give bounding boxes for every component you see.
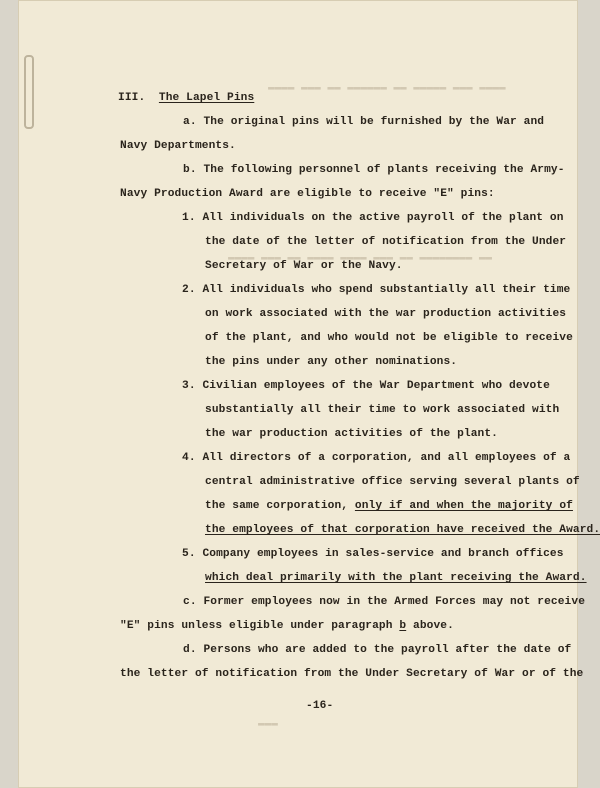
para-a-line-1: a. The original pins will be furnished by the War and <box>183 116 545 128</box>
para-b-line-2: Navy Production Award are eligible to receive "E" pins: <box>120 188 495 200</box>
staple-mark <box>24 55 34 129</box>
item-2-line-2: on work associated with the war production activities <box>205 308 567 320</box>
item-1-line-2: the date of the letter of notification from the Under <box>205 236 567 248</box>
item-5-line-1: 5. Company employees in sales-service and branch offices <box>182 548 564 560</box>
item-1-line-1: 1. All individuals on the active payroll of the plant on <box>182 212 564 224</box>
para-c-line-1: c. Former employees now in the Armed Forces may not receive <box>183 596 586 608</box>
item-4-line-3-underlined: only if and when the majority of <box>354 500 573 512</box>
item-2-line-3: of the plant, and who would not be eligible to receive <box>205 332 573 344</box>
section-title: The Lapel Pins <box>158 92 255 104</box>
item-1-line-3: Secretary of War or the Navy. <box>205 260 403 272</box>
bleed-through-2: ▬▬ ▬▬▬▬▬▬▬▬ ▬▬ ▬▬▬ ▬▬▬▬ ▬▬▬▬ ▬▬ ▬▬▬ ▬▬▬▬ <box>228 252 493 264</box>
item-4-line-1: 4. All directors of a corporation, and all employees of a <box>182 452 571 464</box>
document-page <box>18 0 600 788</box>
item-3-line-3: the war production activities of the plant. <box>205 428 498 440</box>
section-heading <box>118 92 254 104</box>
para-c-line-2-post: above. <box>406 620 454 632</box>
para-c-line-2 <box>120 620 454 632</box>
para-d-line-1: d. Persons who are added to the payroll after the date of <box>183 644 572 656</box>
paragraph-reference: b <box>399 620 407 632</box>
para-b-line-1: b. The following personnel of plants receiving the Army- <box>183 164 565 176</box>
section-numeral: III. <box>118 92 146 104</box>
page-number: -16- <box>306 700 334 712</box>
para-c-line-2-pre: "E" pins unless eligible under paragraph <box>120 620 400 632</box>
item-3-line-2: substantially all their time to work associated with <box>205 404 560 416</box>
bleed-through-1: ▬▬▬▬ ▬▬▬ ▬▬▬▬▬ ▬▬ ▬▬▬▬▬▬ ▬▬ ▬▬▬ ▬▬▬▬ <box>268 82 506 94</box>
item-2-line-4: the pins under any other nominations. <box>205 356 458 368</box>
para-d-line-2: the letter of notification from the Under Secretary of War or of the <box>120 668 584 680</box>
item-4-line-2: central administrative office serving several plants of <box>205 476 580 488</box>
item-4-line-3 <box>205 500 573 512</box>
para-a-line-2: Navy Departments. <box>120 140 236 152</box>
bleed-through-3: ▬▬▬ <box>258 718 278 730</box>
item-2-line-1: 2. All individuals who spend substantially all their time <box>182 284 571 296</box>
item-5-line-2: which deal primarily with the plant receiving the Award. <box>205 572 587 584</box>
item-4-line-3-plain: the same corporation, <box>205 500 355 512</box>
item-3-line-1: 3. Civilian employees of the War Department who devote <box>182 380 550 392</box>
item-4-line-4: the employees of that corporation have received the Award. <box>205 524 600 536</box>
